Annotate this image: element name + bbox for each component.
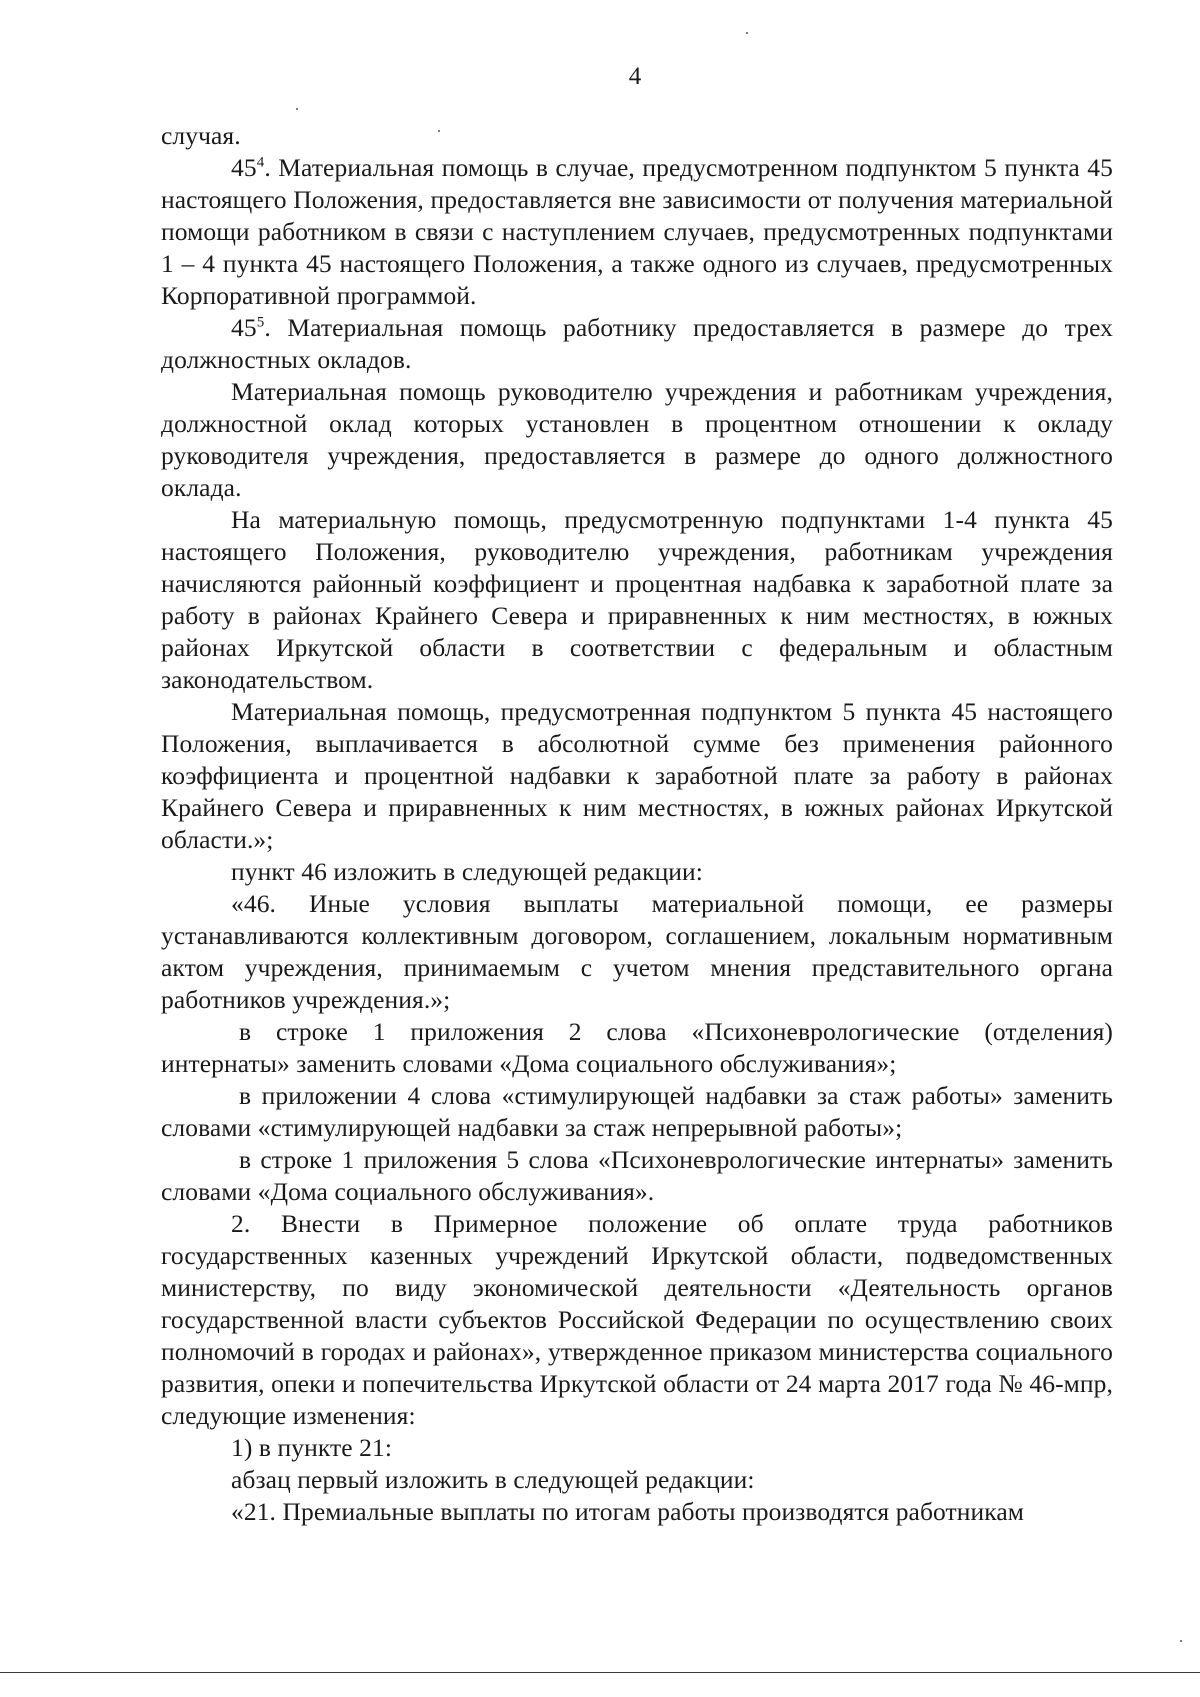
page-bottom-edge [0, 1672, 1200, 1673]
paragraph: в строке 1 приложения 5 слова «Психоневрологические интернаты» заменить словами «Дома социального обслуживания». [161, 1145, 1113, 1206]
paragraph: На материальную помощь, предусмотренную подпунктами 1-4 пункта 45 настоящего Положения, руководителю учреждения, работникам учреждения начисляются районный коэффициент и процентная надбавка к заработной плате за работу в районах Крайнего Севера и приравненных к ним местностях, в южных районах Иркутской области в соответствии с федеральным и областным законодательством. [161, 505, 1113, 694]
scan-speck [1180, 1640, 1182, 1642]
paragraph: пункт 46 изложить в следующей редакции: [231, 857, 703, 886]
page-number: 4 [628, 63, 642, 90]
scan-speck [746, 32, 748, 34]
paragraph: 2. Внести в Примерное положение об оплате труда работников государственных казенных учреждений Иркутской области, подведомственных министерству, по виду экономической деятельности «Деятельность органов государственной власти субъектов Российской Федерации по осуществлению своих полномочий в городах и районах», утвержденное приказом министерства социального развития, опеки и попечительства Иркутской области от 24 марта 2017 года № 46-мпр, следующие изменения: [161, 1209, 1113, 1430]
clause-superscript: 5 [256, 314, 265, 331]
scan-speck [438, 130, 440, 132]
paragraph: в строке 1 приложения 2 слова «Психоневрологические (отделения) интернаты» заменить словами «Дома социального обслуживания»; [161, 1017, 1113, 1078]
paragraph: 1) в пункте 21: [231, 1433, 393, 1462]
paragraph: Материальная помощь, предусмотренная подпунктом 5 пункта 45 настоящего Положения, выплачивается в абсолютной сумме без применения районного коэффициента и процентной надбавки к заработной плате за работу в районах Крайнего Севера и приравненных к ним местностях, в южных районах Иркутской области.»; [161, 697, 1113, 854]
paragraph: случая. [161, 121, 241, 150]
paragraph: абзац первый изложить в следующей редакции: [231, 1465, 755, 1494]
paragraph: в приложении 4 слова «стимулирующей надбавки за стаж работы» заменить словами «стимулирующей надбавки за стаж непрерывной работы»; [161, 1081, 1113, 1142]
paragraph: $45^4$. Материальная помощь в случае, предусмотренном подпунктом 5 пункта 45 настоящего Положения, предоставляется вне зависимости от получения материальной помощи работником в связи с наступлением случаев, предусмотренных подпунктами 1 – 4 пункта 45 настоящего Положения, а также одного из случаев, предусмотренных Корпоративной программой. [161, 153, 1113, 310]
paragraph: $45^5$. Материальная помощь работнику предоставляется в размере до трех должностных окладов. [161, 313, 1113, 374]
paragraph: «46. Иные условия выплаты материальной помощи, ее размеры устанавливаются коллективным договором, соглашением, локальным нормативным актом учреждения, принимаемым с учетом мнения представительного органа работников учреждения.»; [161, 889, 1113, 1014]
paragraph: Материальная помощь руководителю учреждения и работникам учреждения, должностной оклад которых установлен в процентном отношении к окладу руководителя учреждения, предоставляется в размере до одного должностного оклада. [161, 377, 1113, 502]
document-body [161, 120, 1113, 1528]
scan-speck [296, 108, 298, 110]
paragraph: «21. Премиальные выплаты по итогам работы производятся работникам [231, 1497, 1025, 1526]
clause-number: 45 [231, 313, 257, 342]
clause-number: 45 [231, 153, 257, 182]
clause-superscript: 4 [256, 154, 265, 171]
